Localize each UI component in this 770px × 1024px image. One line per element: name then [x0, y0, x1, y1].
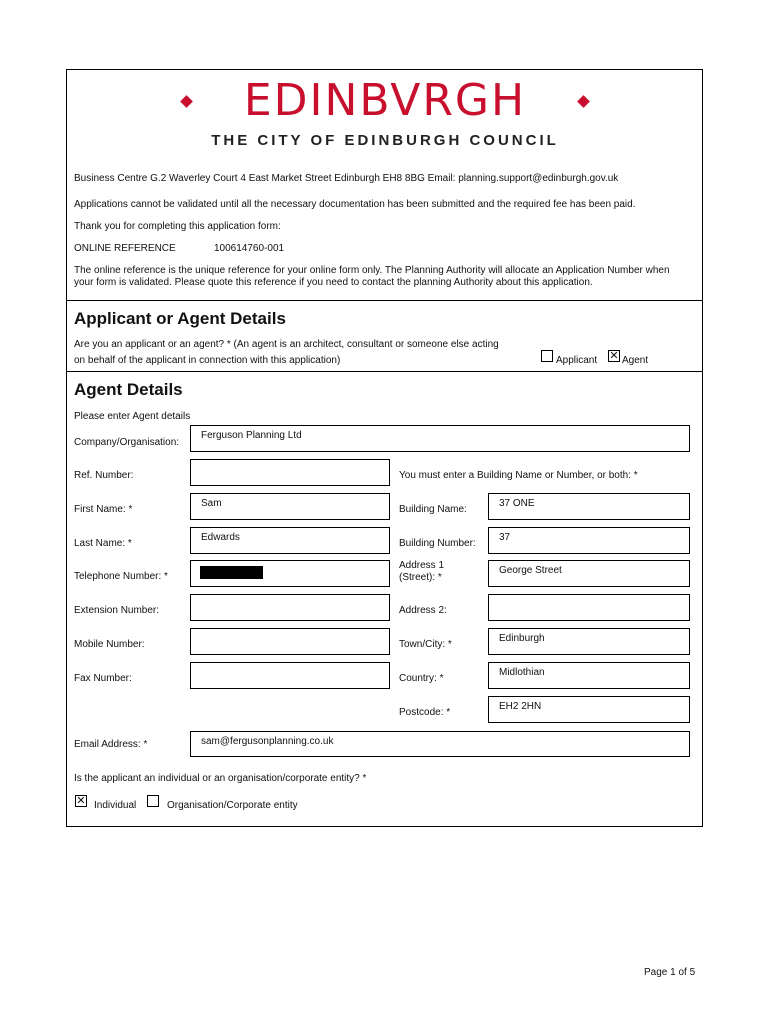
section-divider	[67, 371, 702, 372]
logo-subtitle: THE CITY OF EDINBURGH COUNCIL	[211, 132, 559, 149]
fax-label: Fax Number:	[74, 673, 132, 684]
fax-field[interactable]	[190, 662, 390, 689]
reference-note-line-2: your form is validated. Please quote this reference if you need to contact the planning Authority about this application.	[74, 277, 593, 288]
extension-field[interactable]	[190, 594, 390, 621]
organisation-option-label: Organisation/Corporate entity	[167, 800, 298, 811]
address2-label: Address 2:	[399, 605, 447, 616]
telephone-label: Telephone Number: *	[74, 571, 168, 582]
agent-intro: Please enter Agent details	[74, 411, 191, 422]
building-number-label: Building Number:	[399, 538, 476, 549]
applicant-question-line-2: on behalf of the applicant in connection with this application)	[74, 355, 341, 366]
individual-option-label: Individual	[94, 800, 137, 811]
redacted-telephone	[200, 566, 263, 579]
building-name-field[interactable]: 37 ONE	[488, 493, 690, 520]
first-name-field[interactable]: Sam	[190, 493, 390, 520]
ref-number-label: Ref. Number:	[74, 470, 134, 481]
email-label: Email Address: *	[74, 739, 148, 750]
town-label: Town/City: *	[399, 639, 452, 650]
mobile-label: Mobile Number:	[74, 639, 145, 650]
reference-note-line-1: The online reference is the unique reference for your online form only. The Planning Authority will allocate an Application Number when	[74, 265, 670, 276]
section-divider	[67, 300, 702, 301]
agent-checkbox[interactable]: ✕	[609, 350, 619, 362]
entity-question: Is the applicant an individual or an organisation/corporate entity? *	[74, 773, 367, 784]
validation-note: Applications cannot be validated until all the necessary documentation has been submitted and the required fee has been paid.	[74, 199, 636, 210]
postcode-label: Postcode: *	[399, 707, 451, 718]
building-name-label: Building Name:	[399, 504, 467, 515]
applicant-question-line-1: Are you an applicant or an agent? * (An agent is an architect, consultant or someone else acting	[74, 339, 499, 350]
organisation-checkbox[interactable]	[147, 795, 159, 807]
first-name-label: First Name: *	[74, 504, 133, 515]
address1-label-line-1: Address 1	[399, 560, 445, 571]
address-line: Business Centre G.2 Waverley Court 4 East Market Street Edinburgh EH8 8BG Email: planning.support@edinburgh.gov.uk	[74, 173, 619, 184]
country-label: Country: *	[399, 673, 444, 684]
section-title-applicant-agent: Applicant or Agent Details	[74, 309, 286, 328]
council-logo	[0, 76, 770, 156]
ref-number-field[interactable]	[190, 459, 390, 486]
country-field[interactable]: Midlothian	[488, 662, 690, 689]
last-name-label: Last Name: *	[74, 538, 132, 549]
address1-label-line-2: (Street): *	[399, 572, 442, 583]
company-field[interactable]: Ferguson Planning Ltd	[190, 425, 690, 452]
mobile-field[interactable]	[190, 628, 390, 655]
address2-field[interactable]	[488, 594, 690, 621]
postcode-field[interactable]: EH2 2HN	[488, 696, 690, 723]
page-number: Page 1 of 5	[644, 967, 696, 978]
online-reference-label: ONLINE REFERENCE	[74, 243, 176, 254]
building-requirement-note: You must enter a Building Name or Number, or both: *	[399, 470, 638, 481]
applicant-checkbox[interactable]	[541, 350, 553, 362]
section-title-agent-details: Agent Details	[74, 380, 183, 399]
individual-checkbox[interactable]: ✕	[76, 795, 86, 807]
agent-option-label: Agent	[622, 355, 649, 366]
telephone-field[interactable]	[190, 560, 390, 587]
town-field[interactable]: Edinburgh	[488, 628, 690, 655]
logo-wordmark: EDINBVRGH	[243, 75, 527, 126]
extension-label: Extension Number:	[74, 605, 160, 616]
thanks-text: Thank you for completing this application form:	[74, 221, 281, 232]
online-reference-value: 100614760-001	[214, 243, 285, 254]
address1-field[interactable]: George Street	[488, 560, 690, 587]
email-field[interactable]: sam@fergusonplanning.co.uk	[190, 731, 690, 757]
last-name-field[interactable]: Edwards	[190, 527, 390, 554]
company-label: Company/Organisation:	[74, 437, 180, 448]
building-number-field[interactable]: 37	[488, 527, 690, 554]
applicant-option-label: Applicant	[556, 355, 598, 366]
